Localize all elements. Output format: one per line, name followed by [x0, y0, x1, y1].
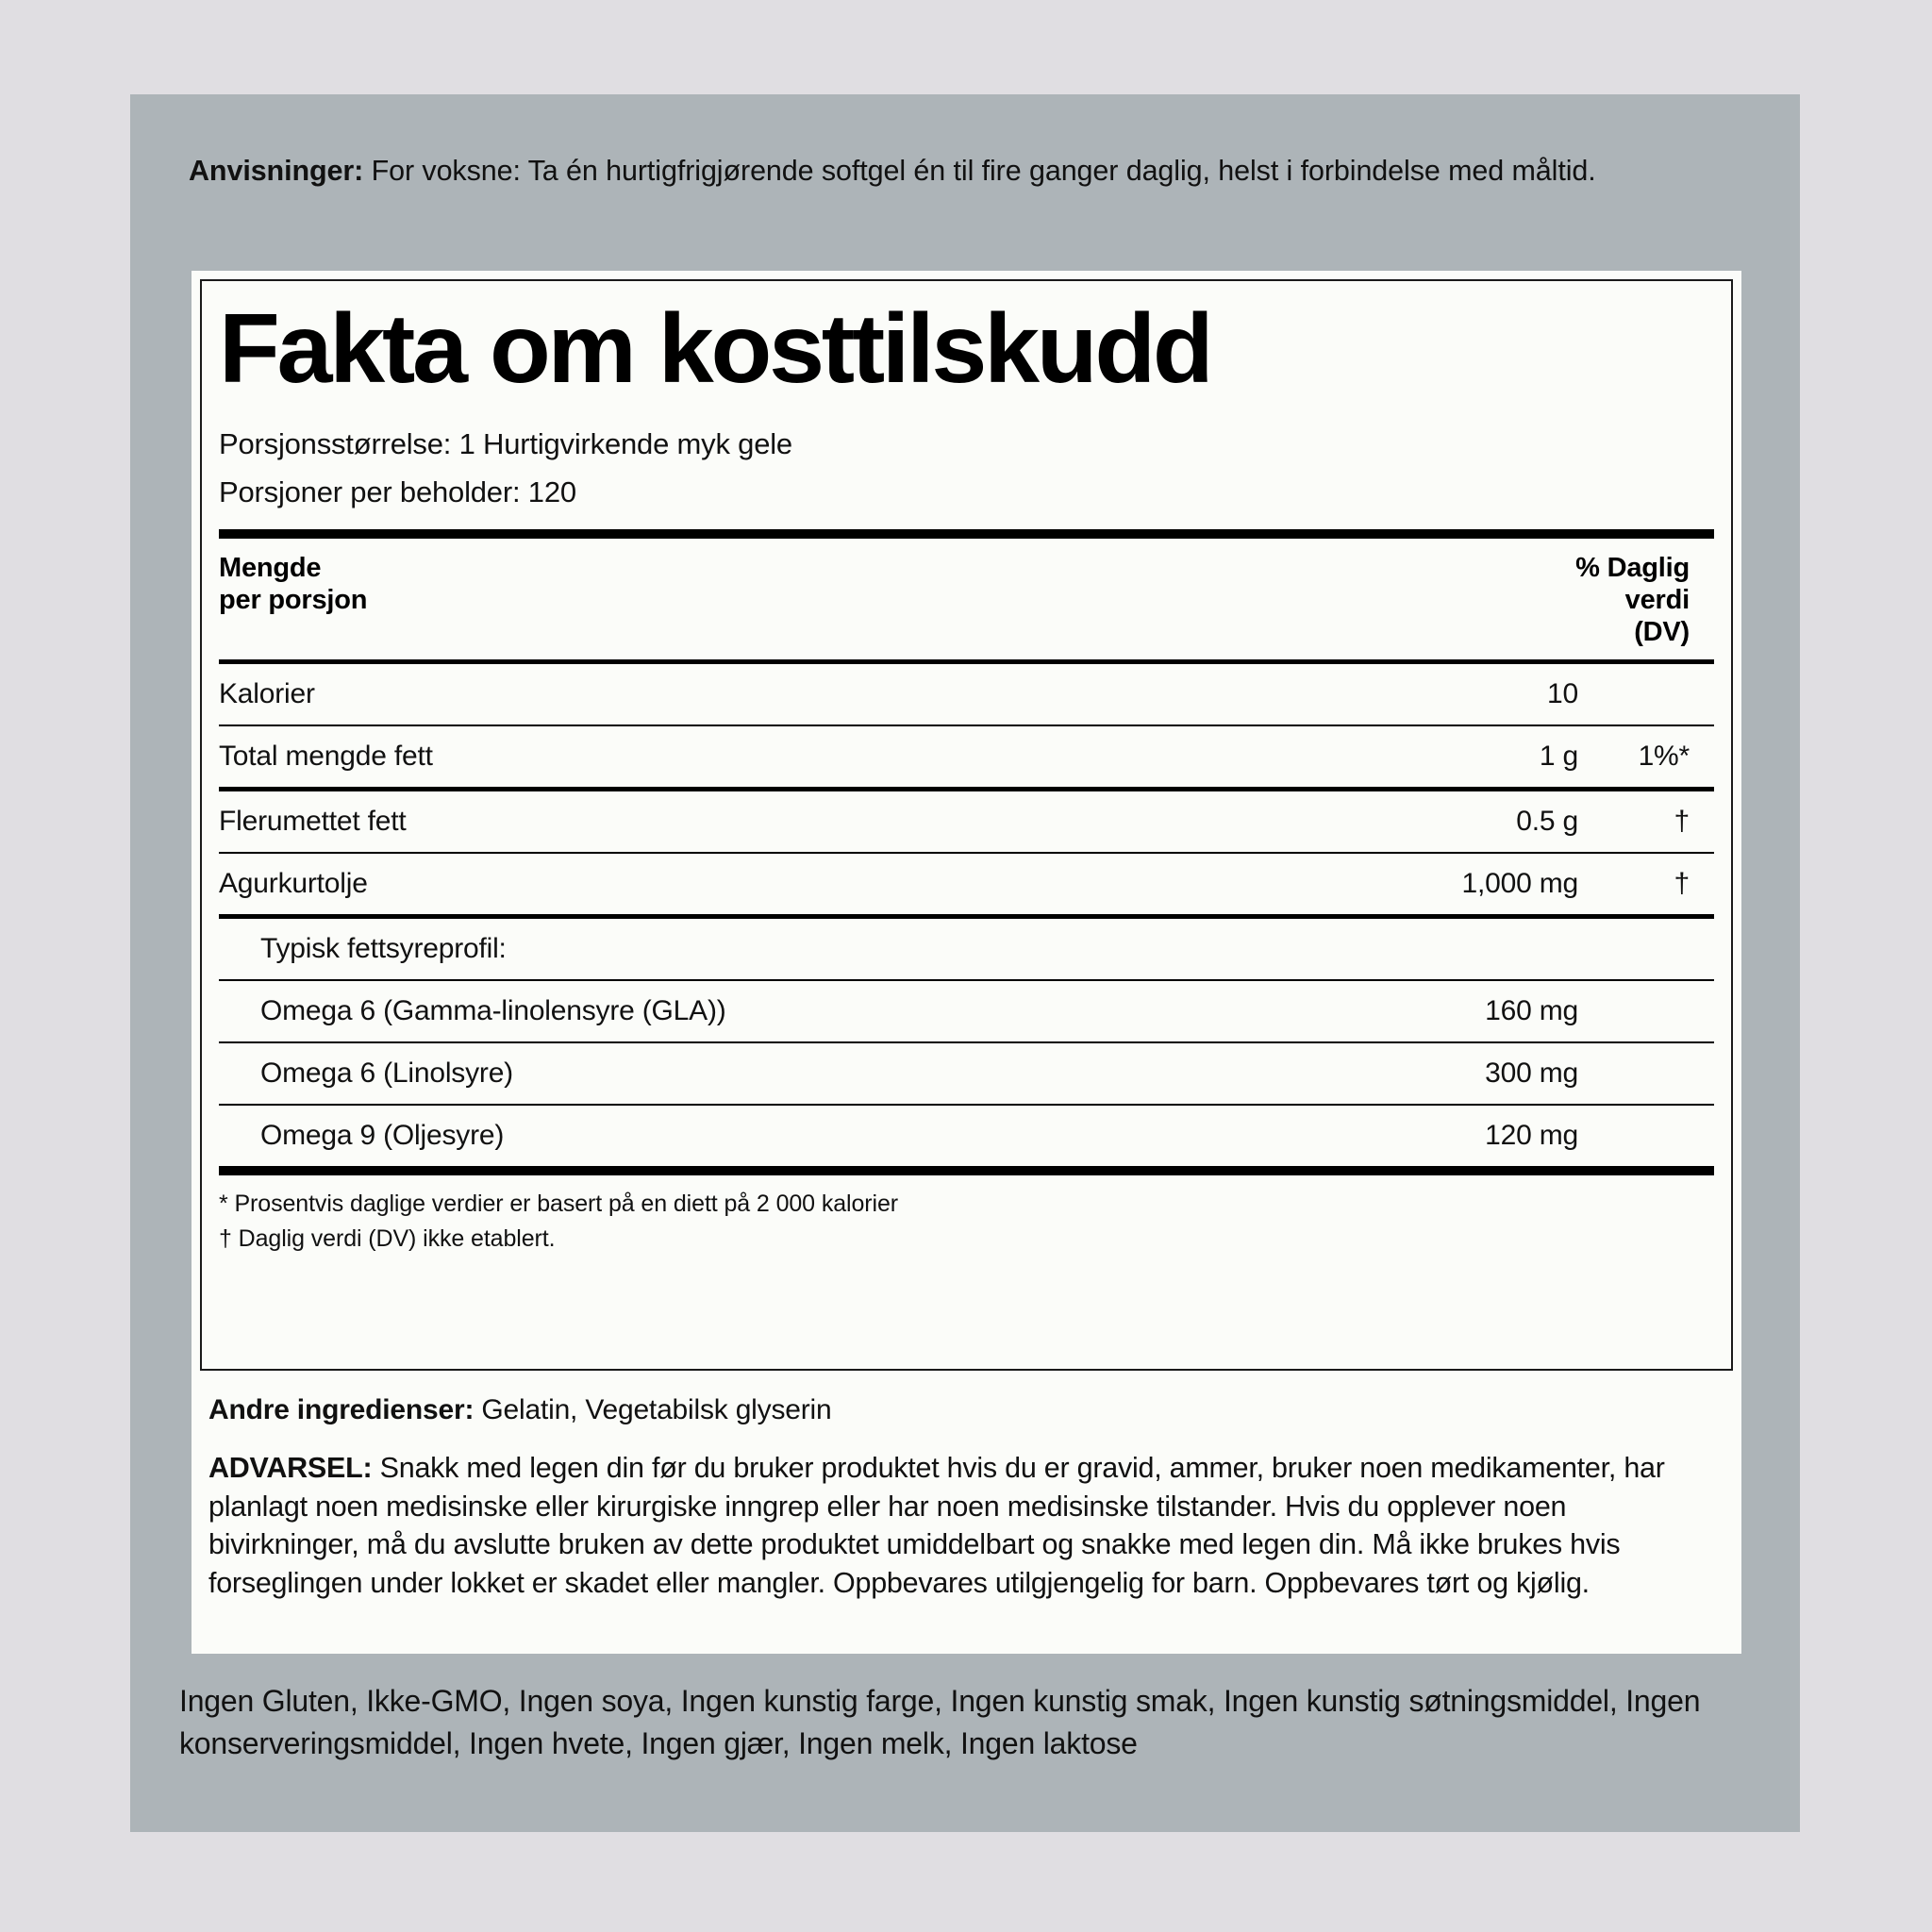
- column-header-amount-line1: Mengde: [219, 552, 322, 583]
- row-amount: 1,000 mg: [1461, 868, 1578, 900]
- table-row: [219, 791, 1714, 852]
- servings-per-container: Porsjoner per beholder: 120: [219, 475, 576, 509]
- directions-text: For voksne: Ta én hurtigfrigjørende softgel én til fire ganger daglig, helst i forbindelse med måltid.: [363, 155, 1596, 187]
- divider-thick-top: [219, 529, 1714, 539]
- table-row: [219, 854, 1714, 914]
- other-ingredients-text: Gelatin, Vegetabilsk glyserin: [474, 1394, 832, 1425]
- row-label: Total mengde fett: [219, 741, 433, 773]
- footnote-dagger: † Daglig verdi (DV) ikke etablert.: [219, 1224, 556, 1252]
- row-label: Kalorier: [219, 678, 315, 710]
- row-amount: 120 mg: [1485, 1120, 1578, 1152]
- row-label: Omega 6 (Linolsyre): [260, 1058, 513, 1090]
- row-amount: 0.5 g: [1516, 806, 1578, 838]
- divider-bottom: [219, 1166, 1714, 1175]
- product-claims: Ingen Gluten, Ikke-GMO, Ingen soya, Ingen kunstig farge, Ingen kunstig smak, Ingen kunstig søtningsmiddel, Ingen konserveringsmiddel, Ingen hvete, Ingen gjær, Ingen melk, Ingen laktose: [179, 1684, 1701, 1761]
- column-header-dv-line2: verdi: [1624, 584, 1690, 615]
- row-amount: 1 g: [1539, 741, 1578, 773]
- row-label: Flerumettet fett: [219, 806, 407, 838]
- serving-size: Porsjonsstørrelse: 1 Hurtigvirkende myk gele: [219, 427, 792, 460]
- column-header-dv-line3: (DV): [1634, 616, 1690, 647]
- warning-text: Snakk med legen din før du bruker produktet hvis du er gravid, ammer, bruker noen medikamenter, har planlagt noen medisinske eller kirurgiske inngrep eller har noen medisinske tilstander. Hvis du opplever noen bivirkninger, må du avslutte bruken av dette produktet umiddelbart og snakke med legen din. Må ikke brukes hvis forseglingen under lokket er skadet eller mangler. Oppbevares utilgjengelig for barn. Oppbevares tørt og kjølig.: [208, 1452, 1665, 1599]
- row-daily-value: †: [1674, 868, 1690, 900]
- supplement-facts-panel: [192, 271, 1741, 1654]
- row-label: Agurkurtolje: [219, 868, 368, 900]
- warning-label: ADVARSEL:: [208, 1452, 373, 1484]
- row-daily-value: 1%*: [1638, 741, 1690, 773]
- directions-label: Anvisninger:: [189, 155, 364, 187]
- row-daily-value: †: [1674, 806, 1690, 838]
- other-ingredients-label: Andre ingredienser:: [208, 1394, 475, 1425]
- row-label: Omega 6 (Gamma-linolensyre (GLA)): [260, 995, 726, 1027]
- footnote-star: * Prosentvis daglige verdier er basert på en diett på 2 000 kalorier: [219, 1191, 899, 1218]
- row-label: Typisk fettsyreprofil:: [260, 933, 507, 965]
- table-row: [219, 726, 1714, 787]
- column-header-amount-line2: per porsjon: [219, 584, 368, 615]
- row-label: Omega 9 (Oljesyre): [260, 1120, 505, 1152]
- row-amount: 160 mg: [1485, 995, 1578, 1027]
- table-row: [219, 981, 1714, 1041]
- table-row: [219, 1043, 1714, 1104]
- row-amount: 300 mg: [1485, 1058, 1578, 1090]
- table-row: [219, 664, 1714, 724]
- nutrition-table: [219, 664, 1714, 1166]
- column-header-amount: [219, 552, 367, 616]
- directions-paragraph: [189, 152, 1738, 191]
- warning-paragraph: [208, 1449, 1723, 1602]
- table-row: [219, 919, 1714, 979]
- column-header-daily-value: [1575, 552, 1714, 649]
- footnotes: [219, 1175, 1714, 1256]
- column-header-dv-line1: % Daglig: [1575, 552, 1690, 583]
- row-amount: 10: [1547, 678, 1578, 710]
- table-column-headers: [219, 539, 1714, 660]
- supplement-facts-box: [200, 279, 1733, 1371]
- other-ingredients: [208, 1394, 1718, 1426]
- page-title: Fakta om kosttilskudd: [219, 294, 1211, 404]
- supplement-label-card: [130, 94, 1800, 1832]
- table-row: [219, 1106, 1714, 1166]
